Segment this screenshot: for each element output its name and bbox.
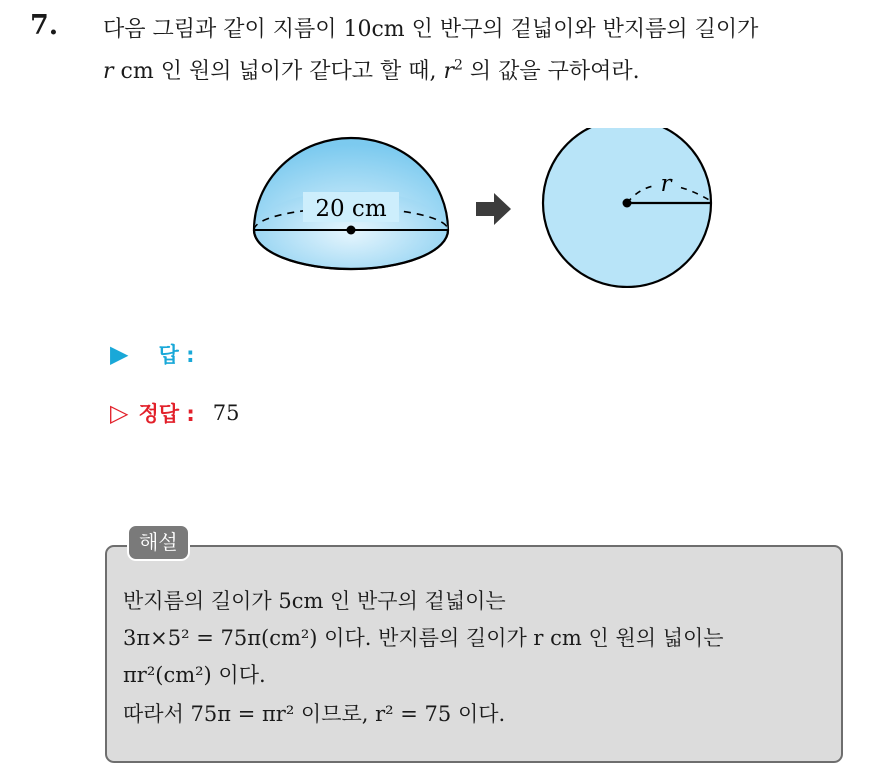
question-text-segment: cm 인 원의 넓이가 같다고 할 때,: [120, 59, 437, 84]
explanation-line4: 따라서 75π = πr² 이므로, r² = 75 이다.: [123, 702, 506, 726]
circle: [543, 128, 711, 287]
explanation-line1: 반지름의 길이가 5cm 인 반구의 겉넓이는: [123, 589, 506, 613]
explanation-line2: 3π×5² = 75π(cm²) 이다. 반지름의 길이가 r cm 인 원의 넓이는: [123, 626, 724, 650]
explanation-tag: 해설: [127, 524, 190, 561]
explanation-line3: πr²(cm²) 이다.: [123, 663, 266, 687]
variable-r: r: [103, 59, 114, 84]
question-number: 7.: [30, 10, 59, 41]
question-text-line1: 다음 그림과 같이 지름이 10cm 인 반구의 겉넓이와 반지름의 길이가: [103, 17, 759, 42]
correct-answer-label: 정답 :: [138, 402, 195, 426]
hemisphere-to-circle-figure: [245, 128, 725, 288]
variable-r-squared: r: [443, 59, 454, 84]
answer-label: 답 :: [158, 343, 195, 367]
answer-marker-icon: ▶: [110, 340, 129, 368]
radius-label: r: [660, 171, 672, 197]
correct-answer-value: 75: [212, 401, 240, 425]
hemisphere: [254, 138, 448, 269]
question-text-line2: [103, 54, 640, 85]
arrow-icon: [476, 193, 511, 225]
exponent: 2: [453, 57, 463, 74]
question-text-tail: 의 값을 구하여라.: [469, 59, 640, 84]
correct-answer-row: [110, 398, 239, 428]
correct-marker-icon: ▷: [110, 399, 129, 427]
answer-row: [110, 339, 194, 369]
diameter-label: 20 cm: [315, 196, 387, 222]
explanation-box: [105, 545, 843, 763]
hemisphere-center-dot: [347, 226, 356, 235]
